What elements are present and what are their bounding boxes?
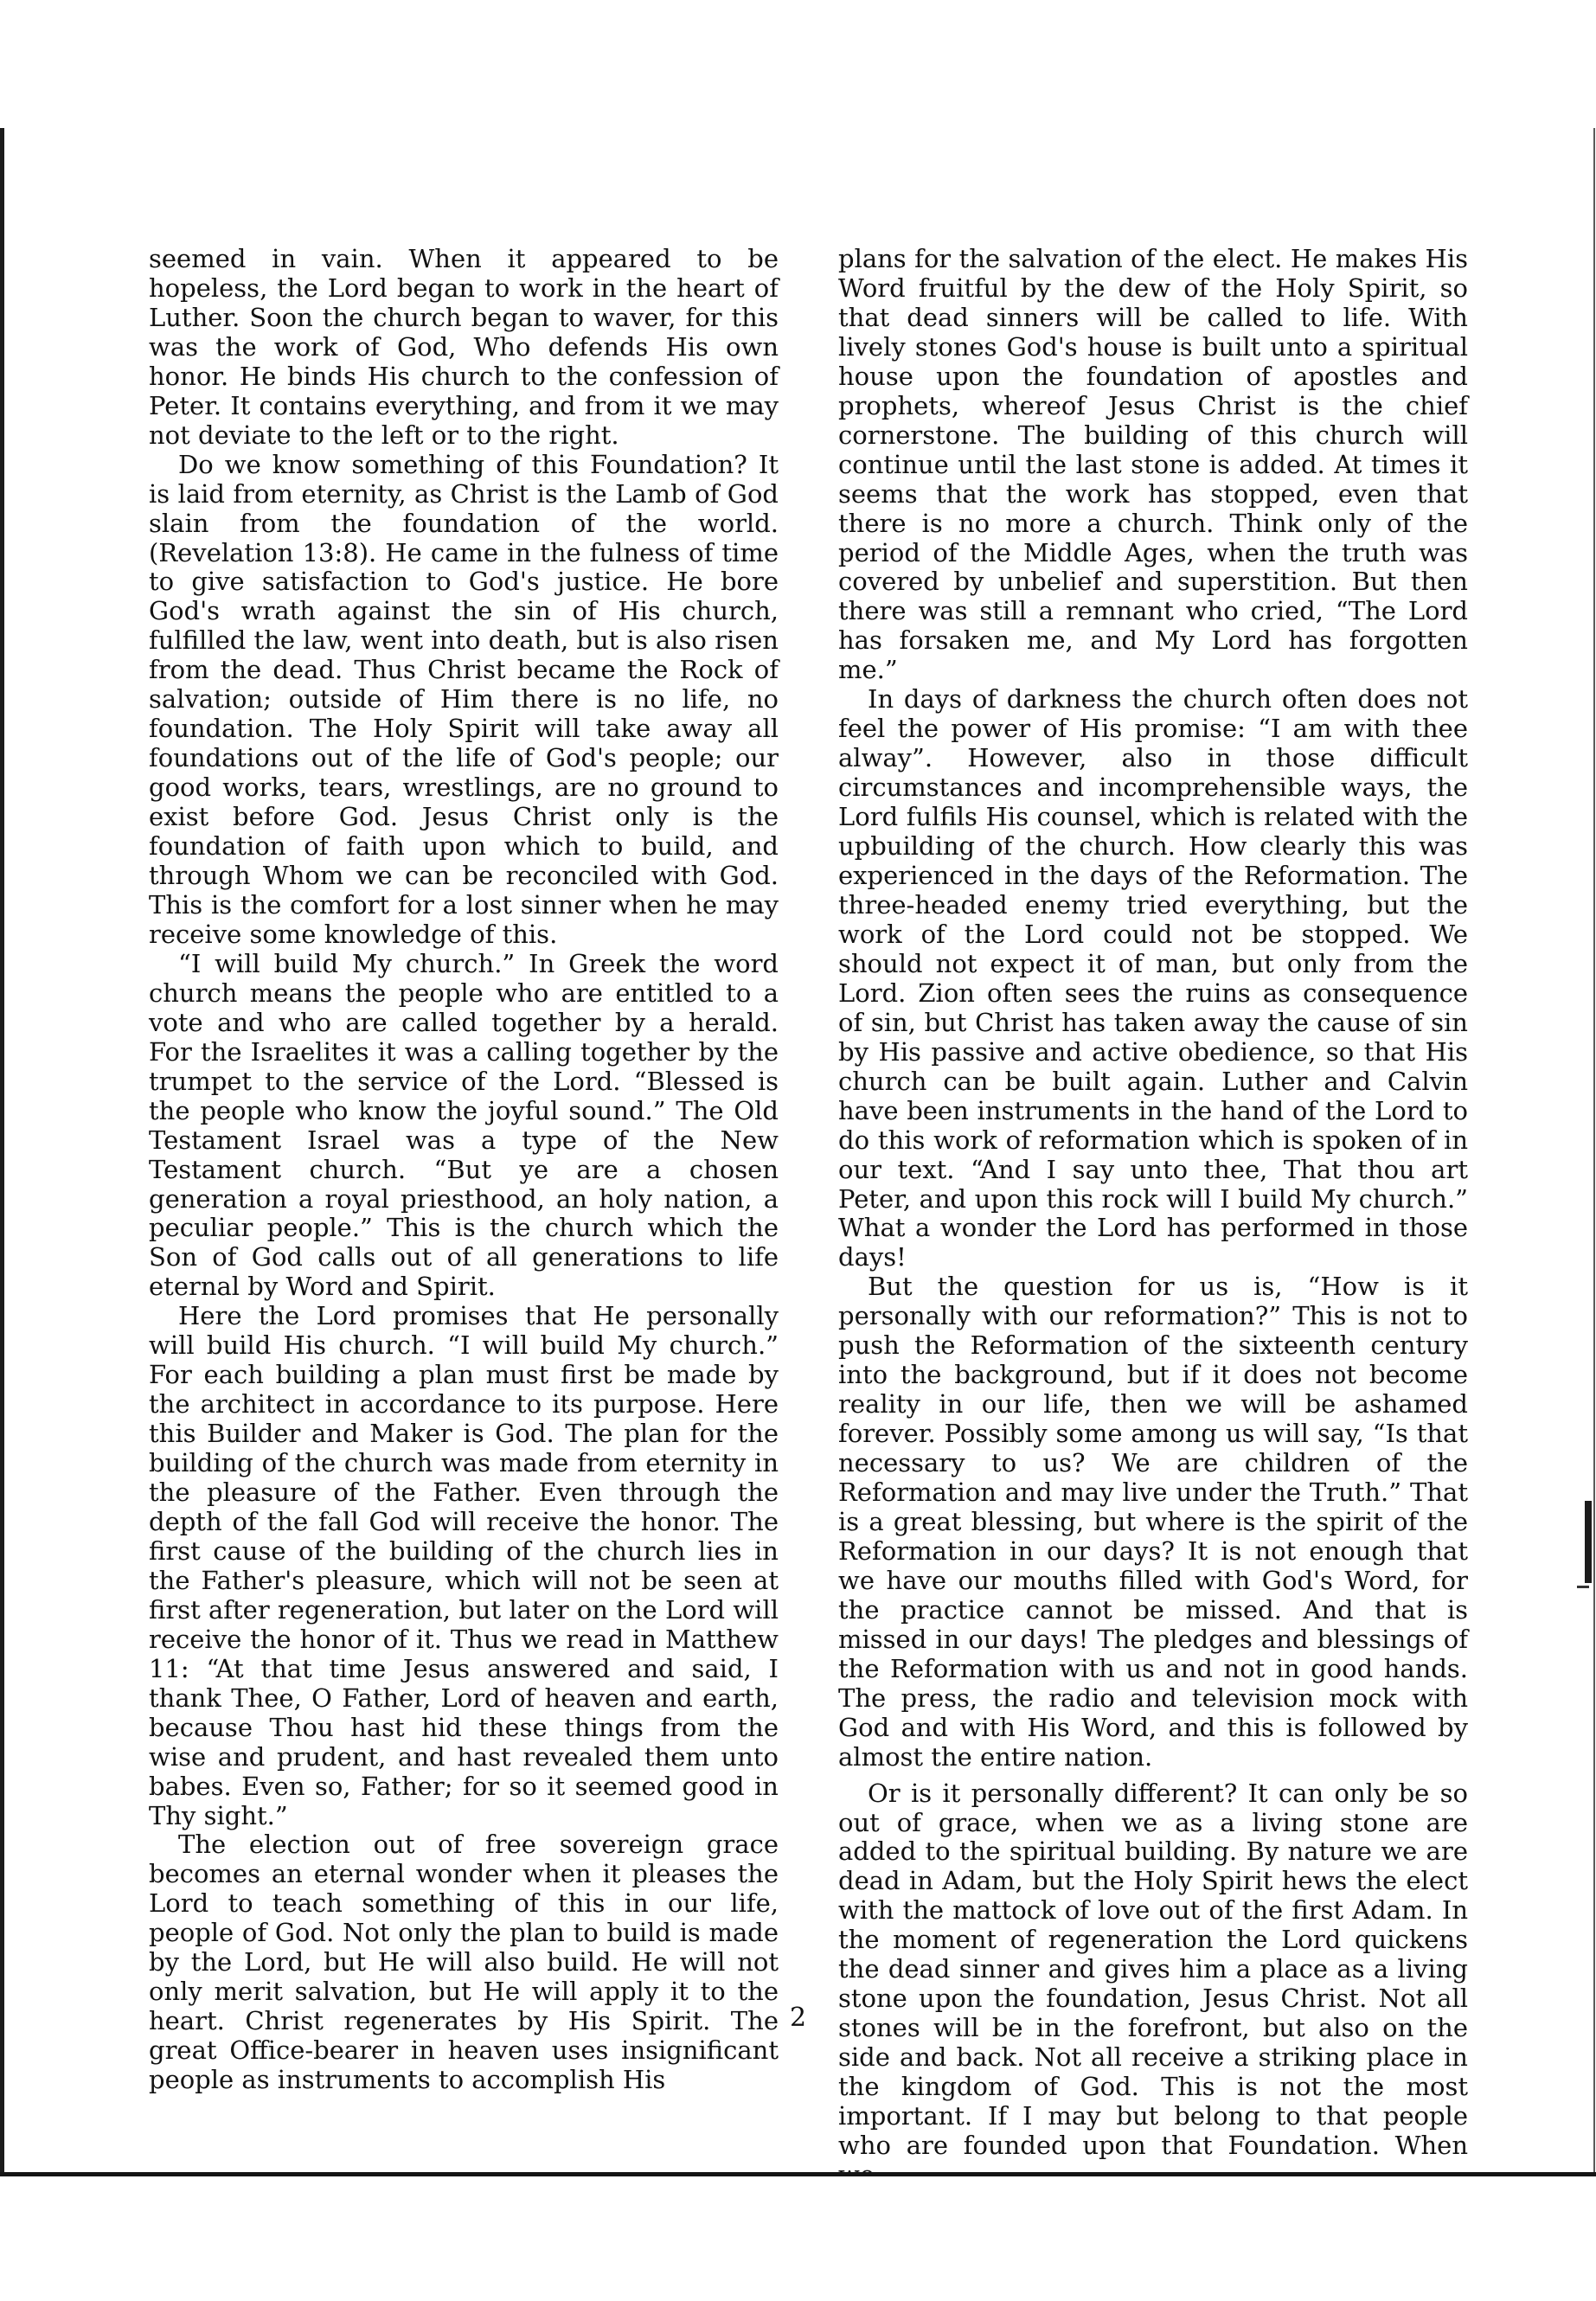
right-text-column [838,245,1468,2190]
page-bottom-margin [0,2176,1596,2301]
paragraph: Do we know something of this Foundation? It is laid from eternity, as Christ is the Lamb of God slain from the foundation of the world. (Revelation 13:8). He came in the fulness of time to give satisfaction to God's justice. He bore God's wrath against the sin of His church, fulfilled the law, went into death, but is also risen from the dead. Thus Christ became the Rock of salvation; outside of Him there is no life, no foundation. The Holy Spirit will take away all foundations out of the life of God's people; our good works, tears, wrestlings, are no ground to exist before God. Jesus Christ only is the foundation of faith upon which to build, and through Whom we can be reconciled with God. This is the comfort for a lost sinner when he may receive some knowledge of this. [149,449,779,949]
paragraph: In days of darkness the church often does not feel the power of His promise: “I am with thee alway”. However, also in those difficult circumstances and incomprehensible ways, the Lord fulfils His counsel, which is related with the upbuilding of the church. How clearly this was experienced in the days of the Reformation. The three-headed enemy tried everything, but the work of the Lord could not be stopped. We should not expect it of man, but only from the Lord. Zion often sees the ruins as consequence of sin, but Christ has taken away the cause of sin by His passive and active obedience, so that His church can be built again. Luther and Calvin have been instruments in the hand of the Lord to do this work of reformation which is spoken of in our text. “And I say unto thee, That thou art Peter, and upon this rock will I build My church.” What a wonder the Lord has performed in those days! [838,684,1468,1272]
paragraph: Or is it personally different? It can only be so out of grace, when we as a living stone are added to the spiritual building. By nature we are dead in Adam, but the Holy Spirit hews the elect with the mattock of love out of the first Adam. In the moment of regeneration the Lord quickens the dead sinner and gives him a place as a living stone upon the foundation, Jesus Christ. Not all stones will be in the forefront, but also on the side and back. Not all receive a striking place in the kingdom of God. This is not the most important. If I may but belong to that people who are founded upon that Foundation. When [838,1778,1468,2160]
page-top-margin [0,0,1596,128]
paragraph: But the question for us is, “How is it personally with our reformation?” This is not to push the Reformation of the sixteenth century into the background, but if it does not become reality in our life, then we will be ashamed forever. Possibly some among us will say, “Is that necessary to us? We are children of the Reformation and may live under the Truth.” That is a great blessing, but where is the spirit of the Reformation in our days? It is not enough that we have our mouths filled with God's Word, for the practice cannot be missed. And that is missed in our days! The pledges and blessings of the Reformation with us and not in good hands. The press, the radio and television mock with God and with His Word, and this is followed by almost the entire nation. [838,1272,1468,1772]
left-page-edge [0,128,4,2174]
margin-tick-mark [1577,1586,1589,1588]
right-edge-line [1593,128,1595,2174]
paragraph: seemed in vain. When it appeared to be hopeless, the Lord began to work in the heart of Luther. Soon the church began to waver, for this was the work of God, Who defends His own honor. He binds His church to the confession of Peter. It contains everything, and from it we may not deviate to the left or to the right. [149,244,779,450]
paragraph: The election out of free sovereign grace becomes an eternal wonder when it pleases the Lord to teach something of this in our life, people of God. Not only the plan to build is made by the Lord, but He will also build. He will not only merit salvation, but He will apply it to the heart. Christ regenerates by His Spirit. The great Office-bearer in heaven uses insignificant people as instruments to accomplish His [149,1830,779,2095]
paragraph: Here the Lord promises that He personally will build His church. “I will build My church.” For each building a plan must first be made by the architect in accordance to its purpose. Here this Builder and Maker is God. The plan for the building of the church was made from eternity in the pleasure of the Father. Even through the depth of the fall God will receive the honor. The first cause of the building of the church lies in the Father's pleasure, which will not be seen at first after regeneration, but later on the Lord will receive the honor of it. Thus we read in Matthew 11: “At that time Jesus answered and said, I thank Thee, O Father, Lord of heaven and earth, because Thou hast hid these things from the wise and prudent, and hast revealed them unto babes. Even so, Father; for so it seemed good in Thy sight.” [149,1301,779,1830]
left-text-column [149,245,779,2095]
margin-binding-mark [1585,1501,1592,1583]
page-number: 2 [789,2003,807,2033]
paragraph: plans for the salvation of the elect. He makes His Word fruitful by the dew of the Holy Spirit, so that dead sinners will be called to life. With lively stones God's house is built unto a spiritual house upon the foundation of apostles and prophets, whereof Jesus Christ is the chief cornerstone. The building of this church will continue until the last stone is added. At times it seems that the work has stopped, even that there is no more a church. Think only of the period of the Middle Ages, when the truth was covered by unbelief and superstition. But then there was still a remnant who cried, “The Lord has forsaken me, and My Lord has forgotten me.” [838,244,1468,685]
paragraph: “I will build My church.” In Greek the word church means the people who are entitled to a vote and who are called together by a herald. For the Israelites it was a calling together by the trumpet to the service of the Lord. “Blessed is the people who know the joyful sound.” The Old Testament Israel was a type of the New Testament church. “But ye are a chosen generation a royal priesthood, an holy nation, a peculiar people.” This is the church which the Son of God calls out of all generations to life eternal by Word and Spirit. [149,948,779,1302]
